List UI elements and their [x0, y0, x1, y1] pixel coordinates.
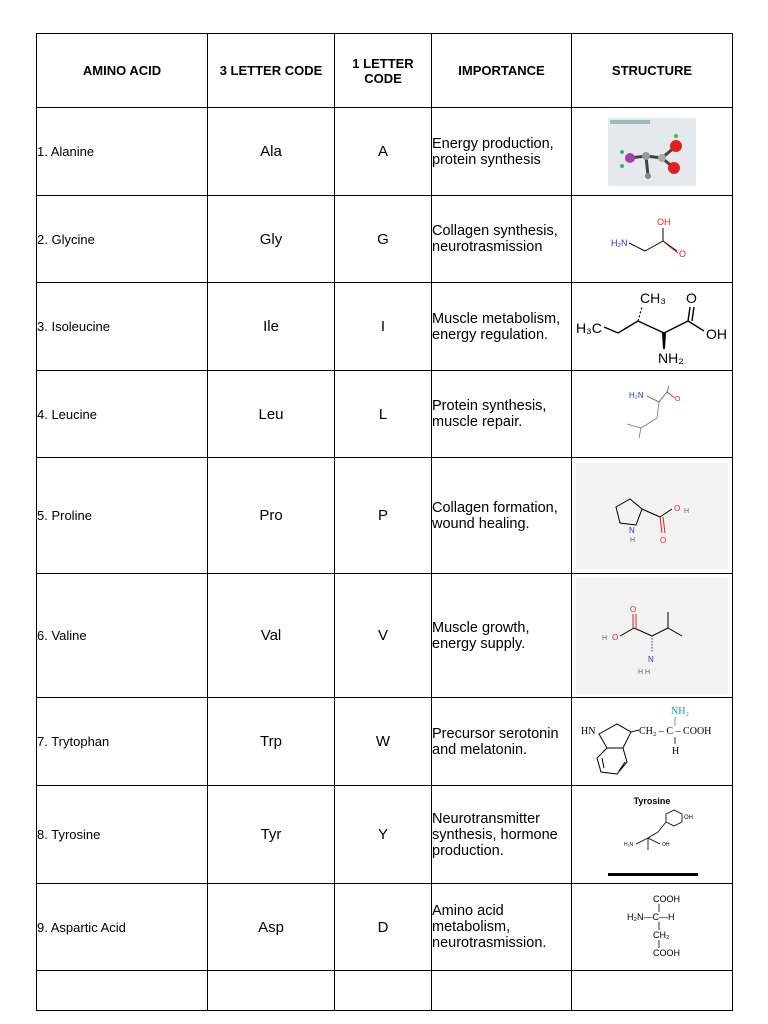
val-nh-label: H H	[638, 668, 651, 676]
structure-cell	[572, 283, 733, 371]
svg-text:H₂N: H₂N	[624, 841, 634, 848]
amino-acid-name: 6. Valine	[37, 574, 208, 698]
leucine-structure	[607, 384, 697, 444]
trp-nh2-label: NH₂	[671, 705, 689, 717]
table-row	[37, 196, 733, 283]
three-letter-code: Leu	[208, 371, 335, 458]
leu-nh2-label: H₂N	[629, 391, 644, 400]
val-o-label: O	[630, 604, 637, 614]
structure-cell	[572, 786, 733, 884]
one-letter-code: P	[335, 458, 432, 574]
header-structure: STRUCTURE	[572, 34, 733, 108]
three-letter-code: Val	[208, 574, 335, 698]
tyrosine-structure	[602, 790, 702, 880]
table-row	[37, 574, 733, 698]
svg-text:OH: OH	[662, 841, 670, 848]
trp-h-label: H	[672, 745, 680, 757]
header-one-letter-line2: CODE	[364, 70, 402, 86]
svg-text:O: O	[612, 632, 619, 642]
three-letter-code: Gly	[208, 196, 335, 283]
table-row-partial	[37, 971, 733, 1011]
one-letter-code: L	[335, 371, 432, 458]
importance-text: Amino acid metabolism, neurotrasmission.	[432, 884, 572, 971]
structure-cell	[572, 196, 733, 283]
aspartic-acid-structure	[607, 892, 697, 962]
importance-text: Collagen formation, wound healing.	[432, 458, 572, 574]
trp-chain-label: CH₂ – C – COOH	[639, 725, 712, 737]
three-letter-code: Asp	[208, 884, 335, 971]
importance-text: Muscle growth, energy supply.	[432, 574, 572, 698]
header-three-letter-code: 3 LETTER CODE	[208, 34, 335, 108]
svg-text:O: O	[675, 396, 681, 403]
table-row	[37, 371, 733, 458]
table-row	[37, 698, 733, 786]
alanine-ball-stick-image	[608, 118, 696, 186]
three-letter-code: Pro	[208, 458, 335, 574]
ile-o-label: O	[686, 289, 697, 306]
ile-oh-label: OH	[706, 325, 727, 342]
asp-ch2-label: CH₂	[653, 930, 670, 940]
pro-o-label: O	[674, 503, 681, 513]
valine-structure-image	[576, 578, 728, 694]
table-row	[37, 458, 733, 574]
asp-cooh-bottom: COOH	[653, 948, 680, 958]
one-letter-code: D	[335, 884, 432, 971]
asp-cooh-top: COOH	[653, 894, 680, 904]
one-letter-code: V	[335, 574, 432, 698]
importance-text: Protein synthesis, muscle repair.	[432, 371, 572, 458]
pro-nh-label: H	[630, 536, 636, 544]
amino-acid-name: 4. Leucine	[37, 371, 208, 458]
table-row	[37, 884, 733, 971]
one-letter-code: A	[335, 108, 432, 196]
header-row	[37, 34, 733, 108]
structure-cell	[572, 458, 733, 574]
pro-n-label: N	[629, 525, 635, 535]
three-letter-code: Ile	[208, 283, 335, 371]
amino-acid-name: 1. Alanine	[37, 108, 208, 196]
pro-h-label: H	[684, 507, 690, 515]
tyr-oh-label: OH	[684, 814, 693, 821]
ile-h3c-label: H₃C	[576, 319, 602, 336]
svg-text:O: O	[679, 249, 687, 259]
three-letter-code: Ala	[208, 108, 335, 196]
amino-acid-name: 5. Proline	[37, 458, 208, 574]
tryptophan-structure	[577, 702, 727, 782]
structure-cell	[572, 698, 733, 786]
tyr-title: Tyrosine	[633, 795, 671, 806]
glycine-structure	[607, 211, 697, 267]
header-one-letter-code	[335, 34, 432, 108]
one-letter-code: Y	[335, 786, 432, 884]
table-row	[37, 283, 733, 371]
one-letter-code: I	[335, 283, 432, 371]
one-letter-code: G	[335, 196, 432, 283]
trp-hn-label: HN	[581, 725, 596, 737]
importance-text: Muscle metabolism, energy regulation.	[432, 283, 572, 371]
structure-cell	[572, 371, 733, 458]
amino-acid-name: 3. Isoleucine	[37, 283, 208, 371]
importance-text: Precursor serotonin and melatonin.	[432, 698, 572, 786]
header-one-letter-line1: 1 LETTER	[352, 55, 414, 71]
structure-cell	[572, 108, 733, 196]
structure-cell	[572, 884, 733, 971]
glycine-nh2-label: H₂N	[611, 238, 628, 248]
proline-structure-image	[576, 463, 728, 569]
three-letter-code: Trp	[208, 698, 335, 786]
ile-nh2-label: NH₂	[658, 349, 684, 366]
amino-acid-name: 9. Aspartic Acid	[37, 884, 208, 971]
glycine-oh-label: OH	[657, 217, 671, 227]
amino-acid-table	[36, 33, 733, 1011]
ile-ch3-label: CH₃	[640, 289, 666, 306]
structure-cell	[572, 574, 733, 698]
val-n-label: N	[648, 654, 654, 664]
isoleucine-structure	[574, 287, 730, 367]
table-row	[37, 786, 733, 884]
amino-acid-name: 7. Trytophan	[37, 698, 208, 786]
amino-acid-name: 8. Tyrosine	[37, 786, 208, 884]
importance-text: Neurotransmitter synthesis, hormone production.	[432, 786, 572, 884]
asp-mid-label: H₂N—C—H	[627, 912, 675, 922]
importance-text: Energy production, protein synthesis	[432, 108, 572, 196]
three-letter-code: Tyr	[208, 786, 335, 884]
amino-acid-name: 2. Glycine	[37, 196, 208, 283]
table-row	[37, 108, 733, 196]
header-amino-acid: AMINO ACID	[37, 34, 208, 108]
importance-text: Collagen synthesis, neurotrasmission	[432, 196, 572, 283]
val-h-label: H	[602, 634, 608, 642]
one-letter-code: W	[335, 698, 432, 786]
svg-text:O: O	[660, 535, 667, 545]
header-importance: IMPORTANCE	[432, 34, 572, 108]
